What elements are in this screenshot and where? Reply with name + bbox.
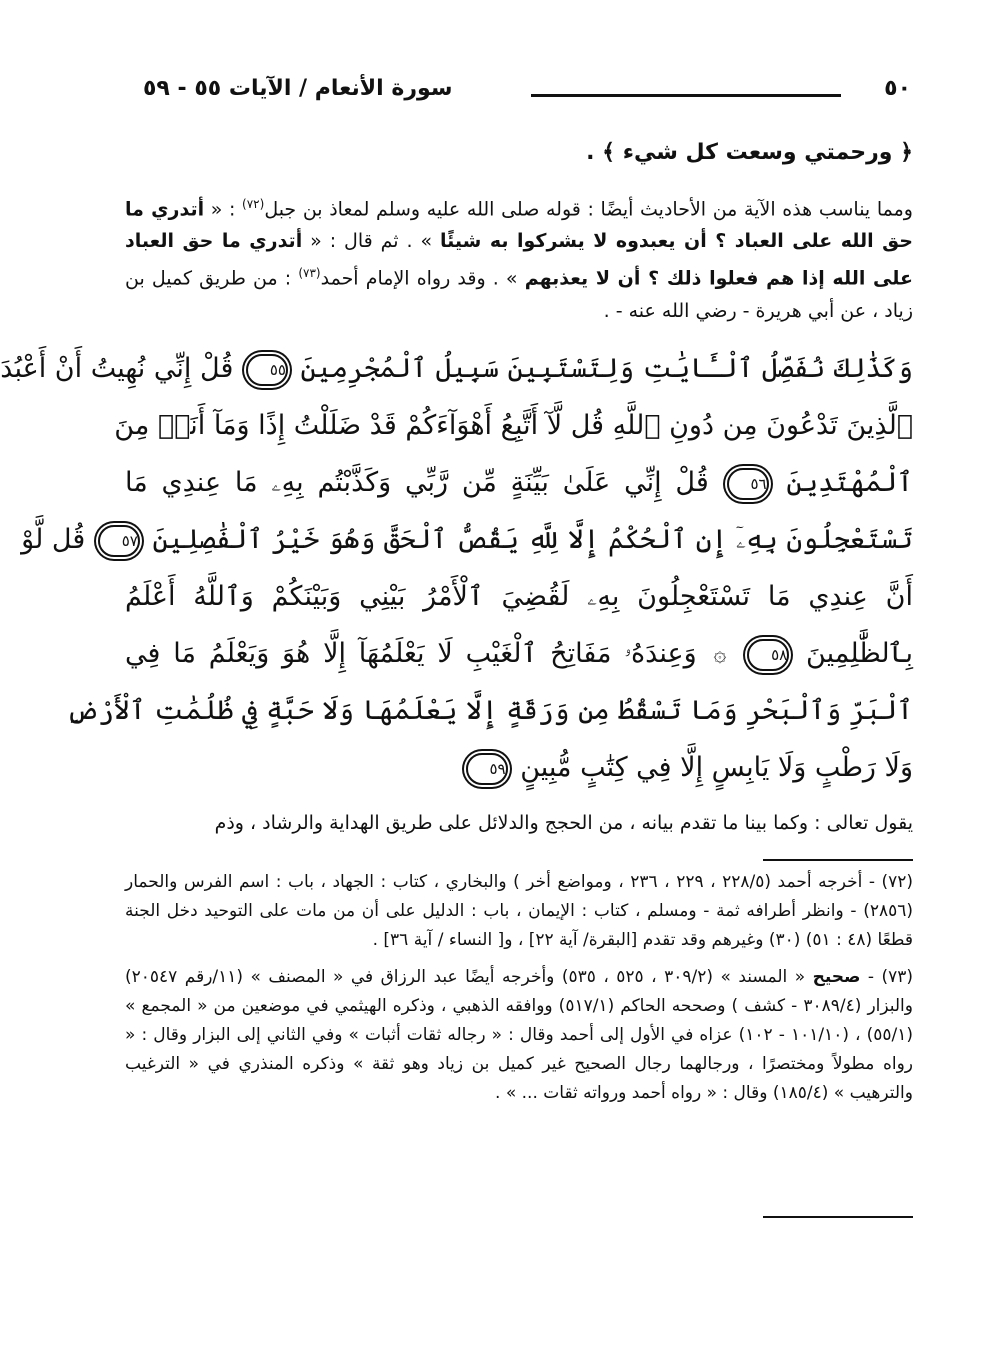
footnote-ref-72[interactable]: (٧٢): [242, 197, 265, 211]
quran-line: [0, 340, 913, 397]
hadith-quote-bold: أتدري ما حق العباد على الله إذا هم فعلوا ذلك ؟ أن لا يعذبهم: [125, 230, 914, 290]
quran-text: ٱلَّذِينَ تَدْعُونَ مِن دُونِ ٱللَّهِ قُل لَّآ أَتَّبِعُ أَهْوَآءَكُمْ قَدْ ضَلَلْتُ إِذًا وَمَآ أَنَا۠ مِنَ: [114, 410, 913, 441]
text-run: : من طريق كميل بن زياد ، عن أبي هريرة - رضي الله عنه - .: [125, 267, 913, 322]
hizb-star-icon: ۞: [713, 642, 727, 667]
quoted-verse: ﴿ ورحمتي وسعت كل شيء ﴾ .: [586, 140, 913, 165]
quran-text: بِٱلظَّٰلِمِينَ: [806, 638, 913, 669]
quran-text: قُلْ إِنِّي عَلَىٰ بَيِّنَةٍ مِّن رَّبِّي وَكَذَّبْتُم بِهِۦ مَا عِندِي مَا: [125, 467, 709, 498]
footnote-number: (٧٣) -: [860, 967, 914, 987]
header-rule: [531, 94, 841, 97]
quran-line: [125, 568, 913, 625]
footer-rule: [763, 1216, 913, 1218]
footnotes: [125, 868, 913, 1116]
quran-verses-block: [0, 340, 913, 796]
quran-text: وَكَذَٰلِكَ نُفَصِّلُ ٱلْـَٔايَٰتِ وَلِتَسْتَبِينَ سَبِيلُ ٱلْمُجْرِمِينَ: [300, 353, 913, 384]
quran-text: أَنَّ عِندِي مَا تَسْتَعْجِلُونَ بِهِۦ لَقُضِيَ ٱلْأَمْرُ بَيْنِي وَبَيْنَكُمْ وَٱللَّهُ أَعْلَمُ: [125, 581, 913, 612]
quran-line: [114, 397, 913, 454]
footnote-text: « المسند » (٣٠٩/٢ ، ٥٢٥ ، ٥٣٥) وأخرجه أيضًا عبد الرزاق في « المصنف » (١١/رقم ٢٠٥٤٧) والبزار (٣٠٨٩/٤ - كشف ) وصححه الحاكم (٥١٧/١) ووافقه الذهبي ، وذكره الهيثمي في موضعين من « المجمع » (٥٥/١) ، (١٠١/١٠ - ١٠٢) عزاه في الأول إلى أحمد وقال : « رجاله ثقات أثبات » وفي الثاني إلى البزار وقال : « رواه مطولاً ومختصرًا ، ورجالهما رجال الصحيح غير كميل بن زياد وهو ثقة » وذكره المنذري في « الترغيب والترهيب » (١٨٥/٤) وقال : « رواه أحمد ورواته ثقات ... » .: [125, 967, 913, 1103]
quran-text: قُل لَّوْ: [21, 524, 86, 555]
footnote-72: (٧٢) - أخرجه أحمد (٢٢٨/٥ ، ٢٢٩ ، ٢٣٦ ، ومواضع أخر ) والبخاري ، كتاب : الجهاد ، باب : اسم الفرس والحمار (٢٨٥٦) - وانظر أطرافه ثمة - ومسلم ، كتاب : الإيمان ، باب : الدليل على أن من مات على التوحيد دخل الجنة قطعًا (٤٨ : ٥١) (٣٠) وغيرهم وقد تقدم [البقرة/ آية ٢٢] ، و[ النساء / آية ٣٦] .: [125, 872, 914, 950]
hadith-quote-bold: أتدري ما حق الله على العباد ؟ أن يعبدوه لا يشركوا به شيئًا: [125, 198, 913, 253]
ayah-number-marker: ٥٧: [98, 525, 140, 557]
quran-text: ٱلْبَرِّ وَٱلْبَحْرِ وَمَا تَسْقُطُ مِن وَرَقَةٍ إِلَّا يَعْلَمُهَا وَلَا حَبَّةٍ فِي ظُلُمَٰتِ ٱلْأَرْضِ: [66, 695, 913, 726]
text-run: » . وقد رواه الإمام أحمد: [320, 267, 525, 290]
text-run: ومما يناسب هذه الآية من الأحاديث أيضًا : قوله صلى الله عليه وسلم لمعاذ بن جبل: [264, 198, 913, 221]
commentary-text: [125, 136, 913, 327]
footnote-separator: [763, 859, 913, 861]
running-title: سورة الأنعام / الآيات ٥٥ - ٥٩: [143, 76, 453, 101]
text-run: : «: [204, 198, 243, 221]
ayah-number-marker: ٥٦: [727, 468, 769, 500]
quran-text: وَلَا رَطْبٍ وَلَا يَابِسٍ إِلَّا فِي كِتَٰبٍ مُّبِينٍ: [520, 752, 913, 783]
quran-text: ٱلْمُهْتَدِينَ: [786, 467, 913, 498]
footnote-ref-73[interactable]: (٧٣): [298, 266, 321, 281]
text-run: » . ثم قال : «: [302, 230, 440, 253]
quran-line: [125, 625, 913, 682]
quran-text: وَعِندَهُۥ مَفَاتِحُ ٱلْغَيْبِ لَا يَعْلَمُهَآ إِلَّا هُوَ وَيَعْلَمُ مَا فِي: [125, 638, 697, 669]
quran-line: [66, 682, 913, 739]
ayah-number-marker: ٥٨: [747, 639, 789, 671]
quran-text: قُلْ إِنِّي نُهِيتُ أَنْ أَعْبُدَ: [0, 353, 234, 384]
grading-label: صحيح: [812, 967, 861, 987]
footnote-73: [125, 963, 913, 1108]
quran-line: [125, 739, 913, 796]
hadith-paragraph: [125, 188, 913, 327]
quran-line: [125, 454, 913, 511]
page-number: ٥٠: [884, 76, 911, 101]
commentary-continuation: يقول تعالى : وكما بينا ما تقدم بيانه ، من الحجج والدلائل على طريق الهداية والرشاد ، وذم: [214, 812, 913, 834]
quran-line: [21, 511, 913, 568]
ayah-number-marker: ٥٩: [466, 753, 508, 785]
ayah-number-marker: ٥٥: [246, 354, 288, 386]
quran-text: تَسْتَعْجِلُونَ بِهِۦٓ إِنِ ٱلْحُكْمُ إِلَّا لِلَّهِ يَقُصُّ ٱلْحَقَّ وَهُوَ خَيْرُ ٱلْفَٰصِلِينَ: [152, 524, 913, 555]
page-header: [143, 72, 911, 112]
